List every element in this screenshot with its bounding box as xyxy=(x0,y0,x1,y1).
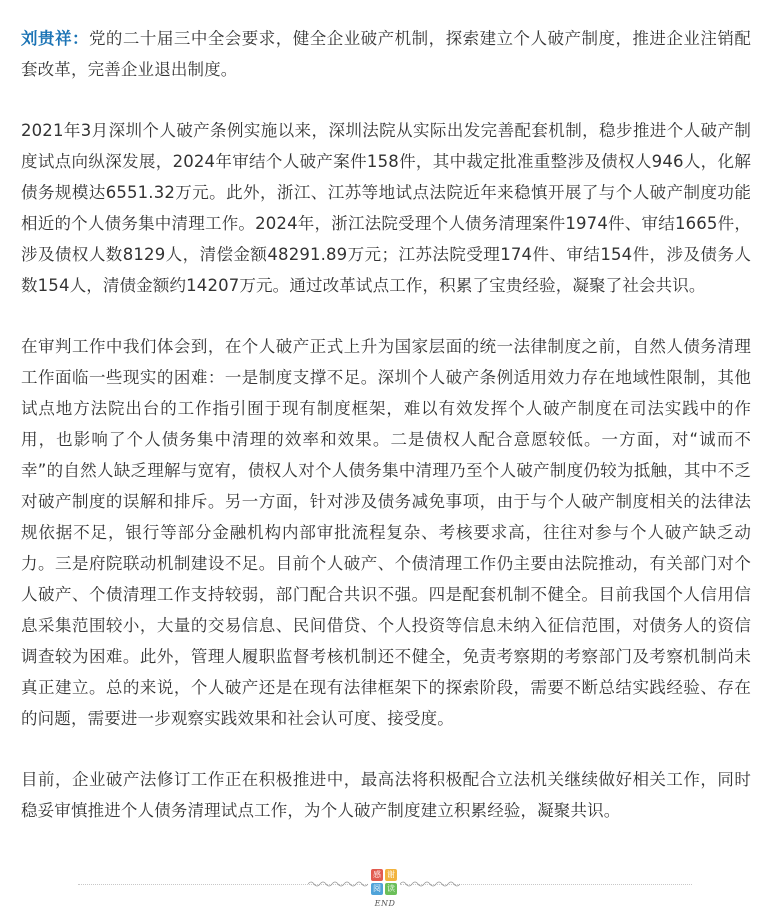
end-divider xyxy=(0,866,768,918)
article-paragraph-intro xyxy=(21,23,751,85)
speaker-name: 刘贵祥： xyxy=(21,29,89,48)
article-body xyxy=(21,23,751,856)
article-paragraph-outlook: 目前，企业破产法修订工作正在积极推进中，最高法将积极配合立法机关继续做好相关工作，同时稳妥审慎推进个人债务清理试点工作，为个人破产制度建立积累经验，凝聚共识。 xyxy=(21,770,751,820)
end-logo-icon xyxy=(371,869,397,895)
wave-ornament-right-icon xyxy=(400,879,460,889)
logo-tile: 阅 xyxy=(373,884,381,893)
wave-ornament-left-icon xyxy=(308,879,368,889)
article-paragraph-pilot-results: 2021年3月深圳个人破产条例实施以来，深圳法院从实际出发完善配套机制，稳步推进个人破产制度试点向纵深发展，2024年审结个人破产案件158件，其中裁定批准重整涉及债权人946人，化解债务规模达6551.32万元。此外，浙江、江苏等地试点法院近年来稳慎开展了与个人破产制度功能相近的个人债务集中清理工作。2024年，浙江法院受理个人债务清理案件1974件、审结1665件，涉及债权人数8129人，清偿金额48291.89万元；江苏法院受理174件、审结154件，涉及债务人数154人，清债金额约14207万元。通过改革试点工作，积累了宝贵经验，凝聚了社会共识。 xyxy=(21,121,751,295)
article-paragraph-difficulties: 在审判工作中我们体会到，在个人破产正式上升为国家层面的统一法律制度之前，自然人债务清理工作面临一些现实的困难：一是制度支撑不足。深圳个人破产条例适用效力存在地域性限制，其他试点地方法院出台的工作指引囿于现有制度框架，难以有效发挥个人破产制度在司法实践中的作用，也影响了个人债务集中清理的效率和效果。二是债权人配合意愿较低。一方面，对“诚而不幸”的自然人缺乏理解与宽宥，债权人对个人债务集中清理乃至个人破产制度仍较为抵触，其中不乏对破产制度的误解和排斥。另一方面，针对涉及债务减免事项，由于与个人破产制度相关的法律法规依据不足，银行等部分金融机构内部审批流程复杂、考核要求高，往往对参与个人破产缺乏动力。三是府院联动机制建设不足。目前个人破产、个债清理工作仍主要由法院推动，有关部门对个人破产、个债清理工作支持较弱，部门配合共识不强。四是配套机制不健全。目前我国个人信用信息采集范围较小，大量的交易信息、民间借贷、个人投资等信息未纳入征信范围，对债务人的资信调查较为困难。此外，管理人履职监督考核机制还不健全，免责考察期的考察部门及考察机制尚未真正建立。总的来说，个人破产还是在现有法律框架下的探索阶段，需要不断总结实践经验、存在的问题，需要进一步观察实践效果和社会认可度、接受度。 xyxy=(21,337,751,728)
logo-tile: 谢 xyxy=(387,870,395,879)
end-label: END xyxy=(374,899,396,908)
logo-tile: 读 xyxy=(387,884,395,893)
paragraph-text: 党的二十届三中全会要求，健全企业破产机制，探索建立个人破产制度，推进企业注销配套改革，完善企业退出制度。 xyxy=(21,29,751,79)
logo-tile: 感 xyxy=(373,870,381,879)
